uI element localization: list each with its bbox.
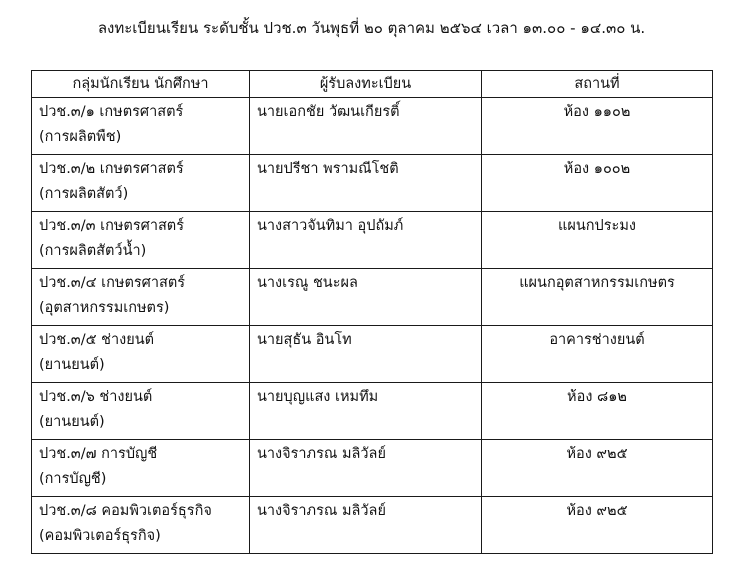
table-row bbox=[32, 155, 713, 212]
location-cell: อาคารช่างยนต์ bbox=[482, 326, 713, 383]
location-cell: ห้อง ๑๐๐๒ bbox=[482, 155, 713, 212]
header-registrar: ผู้รับลงทะเบียน bbox=[250, 71, 482, 98]
location-cell: ห้อง ๑๑๐๒ bbox=[482, 98, 713, 155]
student-group-cell bbox=[32, 440, 250, 497]
registrar-cell: นางสาวจันทิมา อุปถัมภ์ bbox=[250, 212, 482, 269]
student-group-cell bbox=[32, 326, 250, 383]
header-student-group: กลุ่มนักเรียน นักศึกษา bbox=[32, 71, 250, 98]
table-row bbox=[32, 326, 713, 383]
table-row bbox=[32, 98, 713, 155]
table-row bbox=[32, 440, 713, 497]
group-major: (การผลิตพืช) bbox=[39, 129, 122, 145]
student-group-cell bbox=[32, 497, 250, 554]
page-title: ลงทะเบียนเรียน ระดับชั้น ปวช.๓ วันพุธที่ ๒๐ ตุลาคม ๒๕๖๔ เวลา ๑๓.๐๐ - ๑๔.๓๐ น. bbox=[97, 19, 646, 37]
group-major: (ยานยนต์) bbox=[39, 414, 105, 430]
group-major: (คอมพิวเตอร์ธุรกิจ) bbox=[39, 528, 161, 544]
group-name: ปวช.๓/๔ เกษตรศาสตร์ bbox=[39, 275, 186, 291]
group-name: ปวช.๓/๓ เกษตรศาสตร์ bbox=[39, 218, 185, 234]
student-group-cell bbox=[32, 269, 250, 326]
registrar-cell: นางจิราภรณ มลิวัลย์ bbox=[250, 497, 482, 554]
group-name: ปวช.๓/๑ เกษตรศาสตร์ bbox=[39, 104, 184, 120]
table-header-row bbox=[32, 71, 713, 98]
group-major: (การผลิตสัตว์) bbox=[39, 186, 129, 202]
group-name: ปวช.๓/๗ การบัญชี bbox=[39, 446, 158, 462]
group-major: (ยานยนต์) bbox=[39, 357, 105, 373]
location-cell: แผนกอุตสาหกรรมเกษตร bbox=[482, 269, 713, 326]
student-group-cell bbox=[32, 155, 250, 212]
table-row bbox=[32, 212, 713, 269]
registrar-cell: นางจิราภรณ มลิวัลย์ bbox=[250, 440, 482, 497]
header-location: สถานที่ bbox=[482, 71, 713, 98]
group-major: (อุตสาหกรรมเกษตร) bbox=[39, 300, 170, 316]
registration-table bbox=[31, 70, 713, 554]
registrar-cell: นายสุธัน อินโท bbox=[250, 326, 482, 383]
group-major: (การผลิตสัตว์น้ำ) bbox=[39, 243, 147, 259]
table-row bbox=[32, 497, 713, 554]
location-cell: แผนกประมง bbox=[482, 212, 713, 269]
registrar-cell: นายบุญแสง เหมทึม bbox=[250, 383, 482, 440]
registrar-cell: นางเรณู ชนะผล bbox=[250, 269, 482, 326]
location-cell: ห้อง ๙๒๕ bbox=[482, 440, 713, 497]
student-group-cell bbox=[32, 98, 250, 155]
table-row bbox=[32, 269, 713, 326]
group-name: ปวช.๓/๒ เกษตรศาสตร์ bbox=[39, 161, 184, 177]
location-cell: ห้อง ๙๒๕ bbox=[482, 497, 713, 554]
student-group-cell bbox=[32, 383, 250, 440]
group-major: (การบัญชี) bbox=[39, 471, 107, 487]
location-cell: ห้อง ๘๑๒ bbox=[482, 383, 713, 440]
group-name: ปวช.๓/๘ คอมพิวเตอร์ธุรกิจ bbox=[39, 503, 212, 519]
group-name: ปวช.๓/๖ ช่างยนต์ bbox=[39, 389, 153, 405]
student-group-cell bbox=[32, 212, 250, 269]
table-row bbox=[32, 383, 713, 440]
group-name: ปวช.๓/๕ ช่างยนต์ bbox=[39, 332, 155, 348]
registrar-cell: นายเอกชัย วัฒนเกียรติ์ bbox=[250, 98, 482, 155]
registrar-cell: นายปรีชา พรามณีโชติ bbox=[250, 155, 482, 212]
